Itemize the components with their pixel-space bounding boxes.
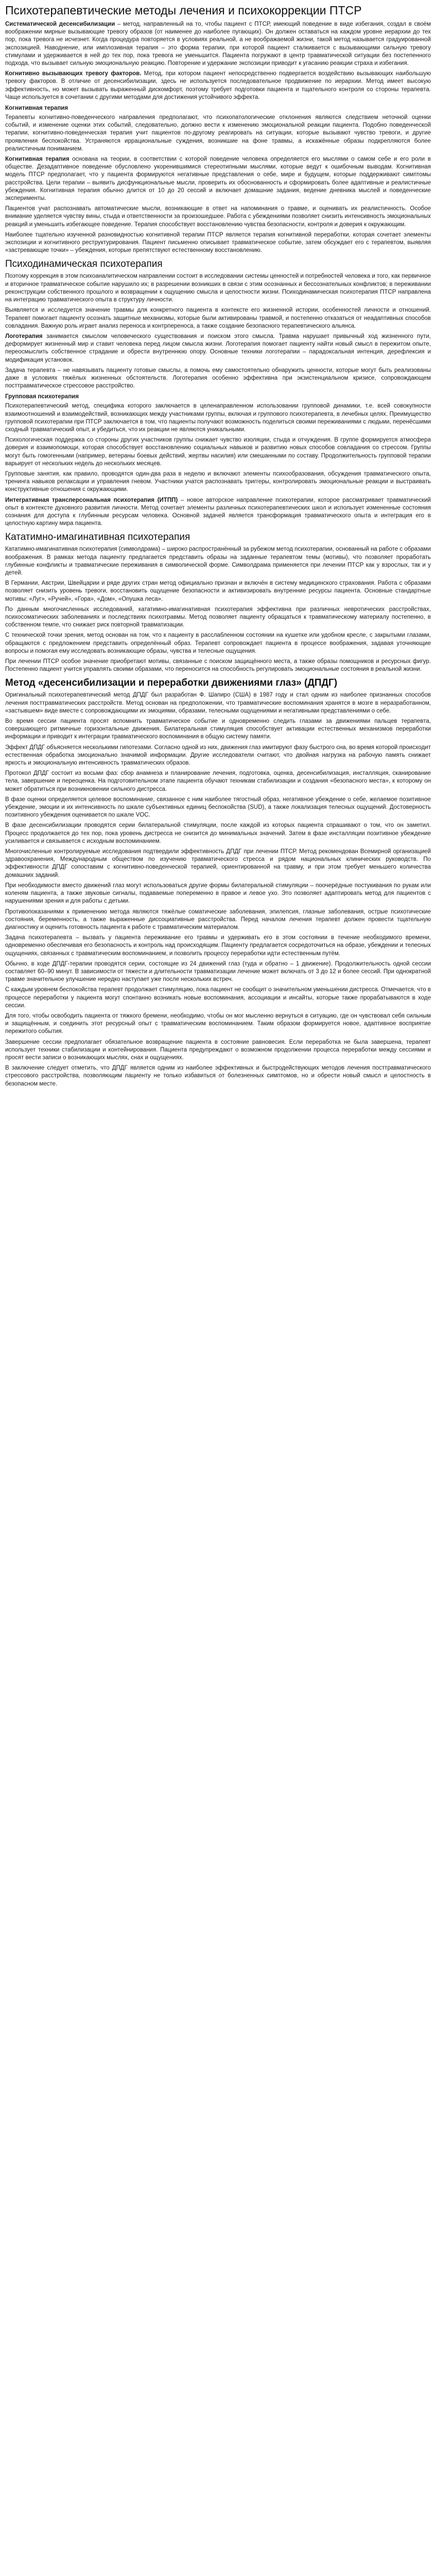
paragraph-text: С каждым уровнем беспокойства терапевт продолжает стимуляцию, пока пациент не сообщит о значительном уменьшении дистресса. Отмечается, что в процессе переработки у пациента могут спонтанно возникать новые воспоминания, ассоциации и инсайты, которые также прорабатываются в ходе сессии. bbox=[5, 987, 431, 1009]
paragraph-text: При лечении ПТСР особое значение приобретают мотивы, связанные с поиском защищённого места, а также образы помощников и ресурсных фигур. Постепенно пациент учится управлять своими образами, что переносится на способность регулировать эмоциональные состояния в реальной жизни. bbox=[5, 658, 431, 673]
paragraph-text: В фазе оценки определяется целевое воспоминание, связанное с ним наиболее тягостный образ, негативное убеждение о себе, желаемое позитивное убеждение, эмоции и их интенсивность по шкале субъективных единиц беспокойства (SUD), а также локализация телесных ощущений. Достоверность позитивного убеждения оценивается по шкале VOC. bbox=[5, 796, 431, 819]
paragraph bbox=[5, 691, 431, 715]
paragraph bbox=[5, 908, 431, 932]
subsection-heading: Когнитивная терапия bbox=[5, 105, 68, 112]
document bbox=[0, 0, 436, 1096]
paragraph-lead-term: Когнитивная терапия bbox=[5, 156, 69, 163]
paragraph-text: Во время сессии пациента просят вспомнить травматическое событие и одновременно следить глазами за движениями пальцев терапевта, совершающего ритмичные горизонтальные движения. Билатеральная стимуляция способствует активации естественных механизмов переработки информации и приводит к интеграции травматического воспоминания в общую систему памяти. bbox=[5, 718, 431, 740]
paragraph bbox=[5, 436, 431, 468]
paragraph-text: Психологическая поддержка со стороны других участников группы снижает чувство изоляции, стыда и отчуждения. В группе формируется атмосфера доверия и взаимопомощи, которая способствует восстановлению социальных навыков и развитию новых способов совладания со стрессом. Группы могут быть гомогенными (например, ветераны боевых действий, жертвы насилия) или смешанными по составу. Продолжительность групповой терапии варьирует от нескольких недель до нескольких месяцев. bbox=[5, 437, 431, 467]
paragraph-text: Многочисленные контролируемые исследования подтвердили эффективность ДПДГ при лечении ПТСР. Метод рекомендован Всемирной организацией здравоохранения, Международным обществом по изучению травматического стресса и рядом национальных клинических руководств. По эффективности ДПДГ сопоставим с когнитивно-поведенческой терапией, ориентированной на травму, и при этом требует меньшего количества домашних заданий. bbox=[5, 849, 431, 878]
paragraph bbox=[5, 882, 431, 906]
paragraph bbox=[5, 273, 431, 304]
paragraph-text: Кататимно-имагинативная психотерапия (символдрама) – широко распространённый за рубежом метод психотерапии, основанный на работе с образами воображения. В рамках метода пациенту предлагается представить образы на заданные терапевтом темы (мотивы), что позволяет проработать глубинные конфликты и травматические переживания в символической форме. Символдрама применяется при лечении ПТСР как у взрослых, так и у детей. bbox=[5, 546, 431, 576]
paragraph-lead-term: Логотерапия bbox=[5, 333, 43, 340]
paragraph bbox=[5, 333, 431, 364]
paragraph bbox=[5, 960, 431, 984]
paragraph bbox=[5, 470, 431, 494]
paragraph-text: – новое авторское направление психотерапии, которое рассматривает травматический опыт в контексте духовного развития личности. Метод сочетает элементы различных психотерапевтических школ и использует измененные состояния сознания для доступа к глубинным ресурсам человека. Основной задачей является трансформация травматического опыта и интеграция его в целостную картину мира пациента. bbox=[5, 497, 431, 527]
paragraph bbox=[5, 307, 431, 330]
paragraph bbox=[5, 546, 431, 577]
paragraph bbox=[5, 632, 431, 655]
paragraph-text: В заключение следует отметить, что ДПДГ является одним из наиболее эффективных и быстродействующих методов лечения посттравматического стрессового расстройства, позволяющим пациенту не только избавиться от болезненных симптомов, но и обрести новый смысл и целостность в безопасном месте. bbox=[5, 1065, 431, 1087]
paragraph-lead-term: Систематической десенсибилизации bbox=[5, 21, 115, 27]
paragraph bbox=[5, 70, 431, 101]
paragraph-text: Психотерапевтический метод, специфика которого заключается в целенаправленном использовании групповой динамики, т.е. всей совокупности взаимоотношений и взаимодействий, возникающих между участниками группы, включая и группового психотерапевта, в лечебных целях. Преимущество групповой психотерапии при ПТСР заключается в том, что пациенты получают возможность поделиться своими переживаниями с людьми, перенёсшими сходный травматический опыт, и убедиться, что их реакции не являются уникальными. bbox=[5, 403, 431, 433]
paragraph bbox=[5, 1012, 431, 1036]
subsection-heading: Групповая психотерапия bbox=[5, 394, 79, 400]
paragraph bbox=[5, 744, 431, 768]
paragraph-text: Поэтому коррекция в этом психоаналитическом направлении состоит в исследовании системы ценностей и потребностей человека и того, как первичное и вторичное травматическое событие нарушило их; в разрешении возникших в связи с этим осознанных и бессознательных конфликтов; в переживании реконструкции собственного прошлого и возвращении к ощущению смысла и целостности жизни. Психодинамическая психотерапия ПТСР направлена на интеграцию травматического опыта в структуру личности. bbox=[5, 273, 431, 303]
paragraph bbox=[5, 606, 431, 630]
paragraph bbox=[5, 402, 431, 434]
paragraph-text: По данным многочисленных исследований, кататимно-имагинативная психотерапия эффективна при различных невротических расстройствах, психосоматических заболеваниях и последствиях психотравмы. Метод позволяет пациенту обращаться к травматическому материалу постепенно, в собственном темпе, что снижает риск повторной травматизации. bbox=[5, 606, 431, 629]
section-heading: Кататимно-имагинативная психотерапия bbox=[5, 532, 190, 543]
paragraph bbox=[5, 21, 431, 67]
paragraph-text: Обычно, в ходе ДПДГ-терапии проводятся серии, состоящие из 24 движений глаз (туда и обратно – 1 движение). Продолжительность одной сессии составляет 60–90 минут. В зависимости от тяжести и длительности травматизации лечение может включать от 3 до 12 и более сессий. При однократной травме значительное улучшение нередко наступает уже после нескольких встреч. bbox=[5, 960, 431, 983]
paragraph bbox=[5, 156, 431, 202]
paragraph bbox=[5, 231, 431, 255]
paragraph bbox=[5, 1039, 431, 1062]
section-heading: Психодинамическая психотерапия bbox=[5, 259, 163, 270]
paragraph-text: Наиболее тщательно изученной разновидностью когнитивной терапии ПТСР является терапия когнитивной переработки, которая сочетает элементы экспозиции и когнитивного реструктурирования. Пациент письменно описывает травматическое событие, затем обсуждает его с терапевтом, выявляя «застревающие точки» – убеждения, которые препятствуют естественному восстановлению. bbox=[5, 231, 431, 254]
paragraph bbox=[5, 770, 431, 793]
paragraph-text: С технической точки зрения, метод основан на том, что к пациенту в расслабленном состоянии на кушетке или удобном кресле, с закрытыми глазами, обращаются с предложением представить определённый образ. Терапевт сопровождает пациента в процессе воображения, задавая уточняющие вопросы и помогая ему исследовать возникающие образы, чувства и телесные ощущения. bbox=[5, 632, 431, 654]
paragraph bbox=[5, 822, 431, 845]
paragraph bbox=[5, 205, 431, 229]
paragraph bbox=[5, 497, 431, 528]
paragraph-text: Завершение сессии предполагает обязательное возвращение пациента в состояние равновесия. Если переработка не была завершена, терапевт использует техники стабилизации и контейнирования. Пациента предупреждают о возможном продолжении процесса переработки между сессиями и просят вести записи о возникающих мыслях, снах и ощущениях. bbox=[5, 1039, 431, 1061]
paragraph-text: В Германии, Австрии, Швейцарии и ряде других стран метод официально признан и включён в систему медицинского страхования. Работа с образами позволяет снизить уровень тревоги, восстановить ощущение безопасности и активизировать внутренние ресурсы пациента. Основные стандартные мотивы: «Луг», «Ручей», «Гора», «Дом», «Опушка леса». bbox=[5, 580, 431, 602]
paragraph bbox=[5, 848, 431, 879]
paragraph bbox=[5, 1064, 431, 1088]
paragraph bbox=[5, 658, 431, 673]
paragraph bbox=[5, 114, 431, 153]
paragraph-text: Оригинальный психотерапевтический метод ДПДГ был разработан Ф. Шапиро (США) в 1987 году и стал одним из наиболее признанных способов лечения посттравматических расстройств. Метод основан на предположении, что травматические воспоминания хранятся в мозге в неразработанном, «застывшем» виде вместе с сопровождающими их эмоциями, образами, телесными ощущениями и негативными представлениями о себе. bbox=[5, 692, 431, 714]
paragraph-text: Выявляется и исследуется значение травмы для конкретного пациента в контексте его жизненной истории, особенностей личности и отношений. Терапевт помогает пациенту осознать защитные механизмы, которые были активированы травмой, и постепенно отказаться от неадаптивных способов совладания. Важную роль играет анализ переноса и контрпереноса, а также создание безопасного терапевтического альянса. bbox=[5, 307, 431, 329]
paragraph-text: В фазе десенсибилизации проводятся серии билатеральной стимуляции, после каждой из которых пациента спрашивают о том, что он заметил. Процесс продолжается до тех пор, пока уровень дистресса не снизится до минимальных значений. Затем в фазе инсталляции позитивное убеждение усиливается и связывается с исходным воспоминанием. bbox=[5, 822, 431, 844]
paragraph-text: – метод, направленный на то, чтобы пациент с ПТСР, имеющий поведение в виде избегания, создал в своём воображении мирные вызывающие тревогу образов (от наименее до наиболее пугающих). Он должен оставаться на каждом уровне иерархии до тех пор, пока тревога не исчезнет. Когда процедура повторяется в условиях реальной, а не воображаемой жизни, такой метод называется градуированной экспозицией. Наводнение, или имплозивная терапия – это форма терапии, при которой пациент сталкивается с вызывающими сильную тревогу стимулами и удерживается в ней до тех пор, пока тревога не уменьшится. Пациента погружают в центр травматической ситуации без постепенного подхода, что вызывает сильную эмоциональную реакцию. Повторение и удержание экспозиции приводит к угасанию реакции страха и избегания. bbox=[5, 21, 431, 67]
paragraph-lead-term: Когнитивно вызывающих тревогу факторов. bbox=[5, 71, 142, 77]
paragraph bbox=[5, 796, 431, 820]
paragraph bbox=[5, 986, 431, 1010]
paragraph-text: Для того, чтобы освободить пациента от тяжкого бремени, необходимо, чтобы он мог мысленно вернуться в ситуацию, где он чувствовал себя сильным и защищённым, и соединить этот ресурсный опыт с травматическим воспоминанием. Таким образом формируется новое, адаптивное восприятие пережитого события. bbox=[5, 1012, 431, 1035]
paragraph-lead-term: Интегративная трансперсональная психотерапия (ИТПП) bbox=[5, 497, 178, 503]
paragraph-text: Протокол ДПДГ состоит из восьми фаз: сбор анамнеза и планирование лечения, подготовка, оценка, десенсибилизация, инсталляция, сканирование тела, завершение и переоценка. На подготовительном этапе пациента обучают техникам стабилизации и создания «безопасного места», к которому он может обратиться при возникновении сильного дистресса. bbox=[5, 770, 431, 792]
paragraph-text: При необходимости вместо движений глаз могут использоваться другие формы билатеральной стимуляции – поочерёдные постукивания по рукам или коленям пациента, а также звуковые сигналы, подаваемые попеременно в правое и левое ухо. Это позволяет адаптировать метод для пациентов с нарушениями зрения и для работы с детьми. bbox=[5, 882, 431, 905]
paragraph bbox=[5, 367, 431, 391]
paragraph-text: Терапевты когнитивно-поведенческого направления предполагают, что психопатологические отклонения являются следствием неточной оценки событий, и изменение оценки этих событий, следовательно, должно вести к изменению эмоциональной реакции пациента. Подобно поведенческой терапии, когнитивно-поведенческая терапия учит пациентов по-другому реагировать на ситуации, которые вызывают чувство тревоги, и другие проявления беспокойства. Устраняются иррациональные суждения, возникшие на фоне травмы, а искажённые образы подкрепляются более реалистичным пониманием. bbox=[5, 114, 431, 152]
paragraph-text: основана на теории, в соответствии с которой поведение человека определяется его мыслями о самом себе и его роли в обществе. Дезадаптивное поведение обусловлено укоренившимися стереотипными мыслями, которые ведут к ошибочным выводам. Когнитивная модель ПТСР предполагает, что у пациента формируются негативные представления о себе, мире и будущем, которые поддерживают симптомы расстройства. Цели терапии – выявить дисфункциональные мысли, проверить их обоснованность и сформировать более адаптивные и реалистичные убеждения. Когнитивная терапия обычно длится от 10 до 20 сессий и включает домашние задания, ведение дневника мыслей и поведенческие эксперименты. bbox=[5, 156, 431, 202]
paragraph-text: Задача психотерапевта – вызвать у пациента переживание его травмы и удерживать его в этом состоянии в течение необходимого времени, одновременно обеспечивая его безопасность и контроль над происходящим. Пациенту предлагается сосредоточиться на образе, убеждении и телесных ощущениях, связанных с травматическим воспоминанием, и позволить процессу переработки идти естественным путём. bbox=[5, 935, 431, 957]
paragraph-text: Метод, при котором пациент непосредственно подвергается воздействию вызывающих наибольшую тревогу факторов. В отличие от десенсибилизации, здесь не используется последовательное продвижение по иерархии. Метод имеет высокую эффективность, но может вызывать выраженный дискомфорт, поэтому требует подготовки пациента и тщательного контроля со стороны терапевта. Чаще используется в сочетании с другими методами для достижения устойчивого эффекта. bbox=[5, 71, 431, 100]
paragraph-text: Пациентов учат распознавать автоматические мысли, возникающие в ответ на напоминания о травме, и оценивать их реалистичность. Особое внимание уделяется чувству вины, стыда и ответственности за произошедшее. Работа с убеждениями позволяет снизить интенсивность эмоциональных реакций и уменьшить избегающее поведение. Терапия способствует восстановлению чувства безопасности, контроля и доверия к окружающим. bbox=[5, 206, 431, 228]
section-heading: Метод «десенсибилизации и переработки движениями глаз» (ДПДГ) bbox=[5, 677, 338, 689]
paragraph-text: Эффект ДПДГ объясняется несколькими гипотезами. Согласно одной из них, движения глаз имитируют фазу быстрого сна, во время которой происходит естественная обработка эмоционально значимой информации. Другие исследователи считают, что двойная нагрузка на рабочую память снижает яркость и эмоциональную интенсивность травматических образов. bbox=[5, 744, 431, 767]
paragraph-text: Задача терапевта – не навязывать пациенту готовые смыслы, а помочь ему самостоятельно обнаружить ценности, которые могут быть реализованы даже в условиях тяжёлых жизненных обстоятельств. Логотерапия особенно эффективна при экзистенциальном кризисе, сопровождающем посттравматическое стрессовое расстройство. bbox=[5, 367, 431, 389]
paragraph-text: занимается смыслом человеческого существования и поиском этого смысла. Травма нарушает привычный ход жизненного пути, деформирует жизненный мир и ставит человека перед лицом смысла жизни. Логотерапия помогает пациенту найти новый смысл в пережитом опыте, переосмыслить собственное страдание и обрести внутреннюю опору. Основные техники логотерапии – парадоксальная интенция, дерефлексия и модификация установок. bbox=[5, 333, 431, 363]
paragraph bbox=[5, 718, 431, 741]
page-title: Психотерапевтические методы лечения и психокоррекции ПТСР bbox=[5, 4, 362, 17]
paragraph-text: Противопоказаниями к применению метода являются тяжёлые соматические заболевания, эпилепсия, глазные заболевания, острые психотические состояния, беременность, а также выраженные диссоциативные расстройства. Перед началом лечения терапевт должен провести тщательную диагностику и оценить готовность пациента к работе с травматическим материалом. bbox=[5, 908, 431, 930]
article-body bbox=[5, 21, 431, 1088]
paragraph-text: Групповые занятия, как правило, проводятся один-два раза в неделю и включают элементы психообразования, обсуждения травматического опыта, тренинга навыков релаксации и управления гневом. Участники учатся распознавать триггеры, контролировать эмоциональные реакции и выстраивать конструктивные отношения с окружающими. bbox=[5, 470, 431, 493]
paragraph bbox=[5, 580, 431, 603]
paragraph bbox=[5, 934, 431, 958]
